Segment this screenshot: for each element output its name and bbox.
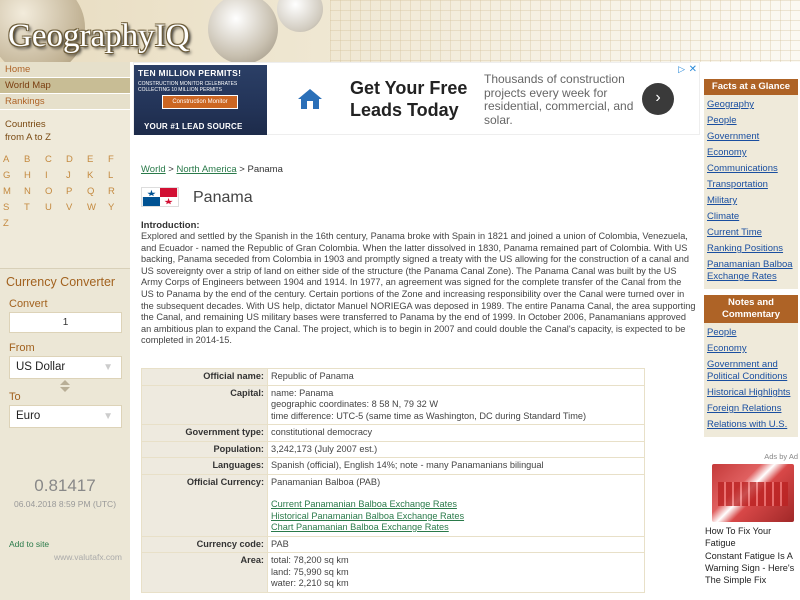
letter-link-a[interactable]: A (3, 154, 10, 165)
chevron-down-icon: ▼ (103, 411, 113, 422)
ad-close-icon[interactable]: ✕ (688, 64, 697, 75)
chart-rates-link[interactable]: Chart Panamanian Balboa Exchange Rates (271, 522, 449, 532)
facts-link-economy[interactable]: Economy (707, 147, 747, 158)
notes-link-government-and-political-conditions[interactable]: Government and Political Conditions (707, 359, 788, 382)
letter-link-u[interactable]: U (45, 202, 52, 213)
ad-headline[interactable]: Get Your Free Leads Today (350, 78, 468, 120)
breadcrumb-separator: > (236, 164, 248, 175)
letter-link-h[interactable]: H (24, 170, 31, 181)
facts-at-a-glance-list (704, 95, 798, 289)
letter-link-s[interactable]: S (3, 202, 10, 213)
area-land: land: 75,990 sq km (271, 566, 349, 577)
notes-commentary-heading: Notes and Commentary (704, 295, 798, 323)
breadcrumb-separator: > (165, 164, 177, 175)
letter-link-w[interactable]: W (87, 202, 96, 213)
breadcrumb (141, 164, 696, 175)
nav-home[interactable]: Home (0, 62, 130, 78)
nav-rankings[interactable]: Rankings (0, 94, 130, 110)
amount-input[interactable]: 1 (9, 312, 122, 333)
letter-link-o[interactable]: O (45, 186, 53, 197)
nav-world-map[interactable]: World Map (0, 78, 130, 94)
fact-key: Currency code: (142, 536, 268, 553)
currency-converter-widget (0, 268, 130, 600)
facts-link-military[interactable]: Military (707, 195, 738, 206)
fact-value: 3,242,173 (July 2007 est.) (268, 441, 645, 458)
fact-key: Official Currency: (142, 474, 268, 536)
side-ad[interactable] (704, 451, 800, 600)
panama-flag-icon (141, 187, 179, 207)
facts-link-people[interactable]: People (707, 115, 737, 126)
ad-image[interactable] (712, 464, 794, 522)
chevron-down-icon: ▼ (103, 362, 113, 373)
facts-link-government[interactable]: Government (707, 131, 760, 142)
right-sidebar (704, 79, 798, 437)
letter-link-k[interactable]: K (87, 170, 94, 181)
country-facts-table (141, 368, 645, 593)
site-logo[interactable]: GeographyIQ (8, 18, 190, 54)
facts-link-communications[interactable]: Communications (707, 163, 778, 174)
fact-value: Spanish (official), English 14%; note - many Panamanians bilingual (268, 458, 645, 475)
letter-link-n[interactable]: N (24, 186, 31, 197)
current-rates-link[interactable]: Current Panamanian Balboa Exchange Rates (271, 499, 457, 509)
conversion-timestamp: 06.04.2018 8:59 PM (UTC) (13, 499, 117, 509)
conversion-result: 0.81417 (34, 476, 96, 495)
letter-link-e[interactable]: E (87, 154, 94, 165)
table-row (142, 425, 645, 442)
page-title: Panama (193, 189, 253, 206)
capital-name: name: Panama (271, 387, 334, 398)
ad-headline[interactable]: How To Fix Your Fatigue (705, 526, 772, 548)
ad-image[interactable] (134, 65, 267, 135)
from-currency-select[interactable] (9, 356, 122, 379)
notes-link-relations-with-u-s[interactable]: Relations with U.S. (707, 419, 788, 430)
letter-link-f[interactable]: F (108, 154, 114, 165)
ad-arrow-button[interactable]: › (642, 83, 674, 115)
notes-link-foreign-relations[interactable]: Foreign Relations (707, 403, 782, 414)
add-to-site-link[interactable]: Add to site (9, 539, 50, 549)
table-row (142, 441, 645, 458)
ad-image-line1: TEN MILLION PERMITS! (138, 68, 242, 78)
countries-label-line2: from A to Z (5, 132, 51, 143)
fact-value (268, 474, 645, 536)
table-row (142, 385, 645, 425)
ad-image-line3: YOUR #1 LEAD SOURCE (144, 122, 243, 131)
ad-headline[interactable]: Constant Fatigue Is A Warning Sign - Here's The Simple Fix (705, 551, 795, 585)
letter-link-y[interactable]: Y (108, 202, 115, 213)
country-letter-index (0, 144, 130, 228)
letter-link-j[interactable]: J (66, 170, 71, 181)
facts-at-a-glance-heading: Facts at a Glance (704, 79, 798, 95)
table-row (142, 474, 645, 536)
fact-value (268, 553, 645, 593)
letter-link-r[interactable]: R (108, 186, 115, 197)
table-row (142, 553, 645, 593)
ad-image-badge: Construction Monitor (162, 95, 238, 109)
letter-link-d[interactable]: D (66, 154, 73, 165)
fact-key: Capital: (142, 385, 268, 425)
fact-value (268, 385, 645, 425)
letter-link-m[interactable]: M (3, 186, 11, 197)
converter-source-link[interactable]: www.valutafx.com (53, 552, 122, 562)
country-header (141, 187, 696, 211)
ads-by-label: Ads by Ad (764, 452, 798, 461)
capital-coordinates: geographic coordinates: 8 58 N, 79 32 W (271, 399, 439, 409)
letter-link-z[interactable]: Z (3, 218, 9, 229)
fact-value: Republic of Panama (268, 369, 645, 386)
facts-link-transportation[interactable]: Transportation (707, 179, 768, 190)
fact-key: Area: (142, 553, 268, 593)
fact-value: PAB (268, 536, 645, 553)
table-row (142, 458, 645, 475)
capital-time-difference: time difference: UTC-5 (same time as Washington, DC during Standard Time) (271, 410, 587, 421)
top-banner-ad[interactable] (133, 62, 700, 135)
letter-link-b[interactable]: B (24, 154, 31, 165)
to-label: To (9, 391, 21, 403)
currency-converter-title: Currency Converter (6, 275, 116, 289)
globe-graphic (208, 0, 278, 62)
convert-label: Convert (9, 298, 48, 310)
globe-graphic (277, 0, 323, 32)
countries-label-line1: Countries (5, 119, 46, 130)
letter-link-c[interactable]: C (45, 154, 52, 165)
table-row (142, 536, 645, 553)
fact-key: Government type: (142, 425, 268, 442)
swap-currencies-icon[interactable] (58, 379, 72, 393)
ad-body-text[interactable]: Thousands of construction projects every week for residential, commercial, and solar. (484, 72, 634, 127)
countries-az-label (0, 110, 130, 144)
to-currency-value: Euro (16, 410, 41, 422)
from-currency-value: US Dollar (16, 361, 66, 373)
fact-value: constitutional democracy (268, 425, 645, 442)
breadcrumb-region[interactable]: North America (176, 164, 237, 175)
area-water: water: 2,210 sq km (271, 578, 349, 588)
breadcrumb-world[interactable]: World (141, 164, 166, 175)
letter-link-l[interactable]: L (108, 170, 114, 181)
notes-commentary-list (704, 323, 798, 437)
fact-key: Population: (142, 441, 268, 458)
home-icon (297, 87, 323, 111)
facts-link-climate[interactable]: Climate (707, 211, 740, 222)
notes-link-economy[interactable]: Economy (707, 343, 747, 354)
introduction-label: Introduction: (141, 220, 200, 231)
table-row (142, 369, 645, 386)
facts-link-geography[interactable]: Geography (707, 99, 755, 110)
fact-key: Official name: (142, 369, 268, 386)
fact-key: Languages: (142, 458, 268, 475)
currency-name: Panamanian Balboa (PAB) (271, 476, 381, 487)
header-map-grid (330, 0, 800, 62)
facts-link-ranking-positions[interactable]: Ranking Positions (707, 243, 784, 254)
facts-link-panamanian-balboa-exchange-rates[interactable]: Panamanian Balboa Exchange Rates (707, 259, 793, 282)
notes-link-historical-highlights[interactable]: Historical Highlights (707, 387, 791, 398)
facts-link-current-time[interactable]: Current Time (707, 227, 762, 238)
to-currency-select[interactable] (9, 405, 122, 428)
notes-link-people[interactable]: People (707, 327, 737, 338)
area-total: total: 78,200 sq km (271, 555, 349, 565)
from-label: From (9, 342, 35, 354)
historical-rates-link[interactable]: Historical Panamanian Balboa Exchange Rates (271, 510, 465, 521)
ad-info-icon[interactable]: ▷ (678, 64, 685, 74)
letter-link-q[interactable]: Q (87, 186, 95, 197)
main-content (141, 164, 696, 347)
breadcrumb-current: Panama (247, 164, 283, 175)
letter-link-p[interactable]: P (66, 186, 73, 197)
introduction-text: Explored and settled by the Spanish in the 16th century, Panama broke with Spain in 1821 and joined a union of Colombia, Venezuela, and Ecuador - named the Republic of Gran Colombia. When the latter dissolved in 1830, Panama remained part of Colombia. With US backing, Panama seceded from Colombia in 1903 and promptly signed a treaty with the US allowing for the construction of a canal and US sovereignty over a strip of land on either side of the structure (the Panama Canal Zone). The Panama Canal was built by the US Army Corps of Engineers between 1904 and 1914. In 1977, an agreement was signed for the complete transfer of the Canal from the US to Panama by the end of the century. Certain portions of the Zone and increasing responsibility over the Canal were turned over in the subsequent decades. With US help, dictator Manuel NORIEGA was deposed in 1989. The entire Panama Canal, the area supporting the Canal, and remaining US military bases were transferred to Panama by the end of 1999. In October 2006, Panamanians approved an ambitious plan to expand the Canal. The project, which is to begin in 2007 and could double the Canal's capacity, is expected to be completed in 2014-15. (141, 231, 696, 346)
ad-image-line2: CONSTRUCTION MONITOR CELEBRATES COLLECTING 10 MILLION PERMITS (138, 81, 238, 93)
letter-link-g[interactable]: G (3, 170, 11, 181)
letter-link-i[interactable]: I (45, 170, 48, 181)
letter-link-v[interactable]: V (66, 202, 73, 213)
site-header (0, 0, 800, 62)
letter-link-t[interactable]: T (24, 202, 30, 213)
